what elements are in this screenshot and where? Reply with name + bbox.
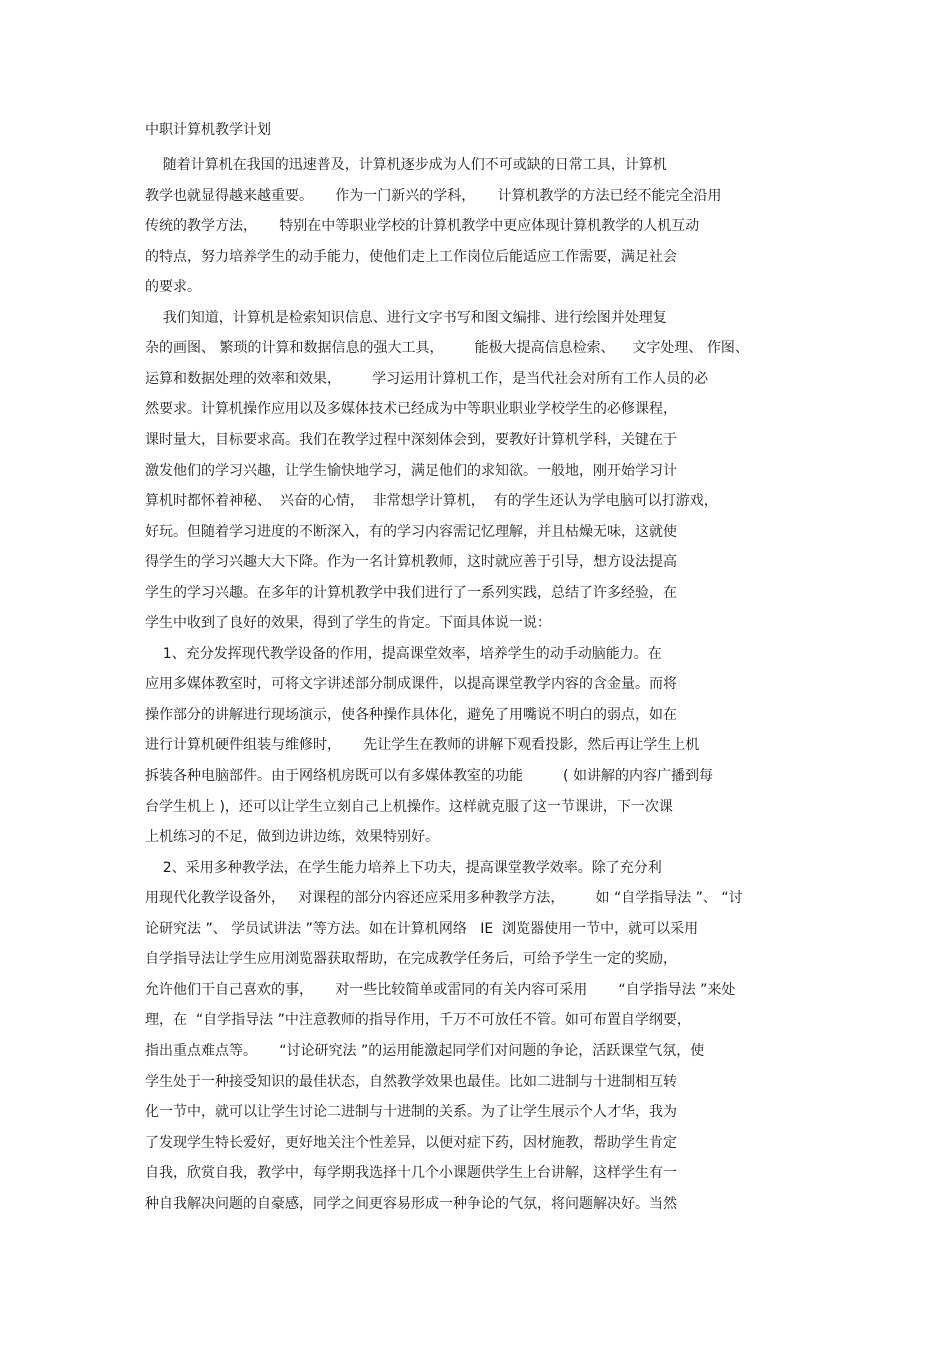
document-line: 得学生的学习兴趣大大下降。作为一名计算机教师，这时就应善于引导，想方设法提高 <box>145 554 677 570</box>
document-line: 应用多媒体教室时，可将文字讲述部分制成课件，以提高课堂教学内容的含金量。而将 <box>145 676 677 692</box>
document-line: 种自我解决问题的自豪感，同学之间更容易形成一种争论的气氛，将问题解决好。当然 <box>145 1196 677 1212</box>
document-line: 的特点，努力培养学生的动手能力，使他们走上工作岗位后能适应工作需要，满足社会 <box>145 249 677 265</box>
document-line: 运算和数据处理的效率和效果， 学习运用计算机工作，是当代社会对所有工作人员的必 <box>145 371 709 387</box>
document-line: 上机练习的不足，做到边讲边练，效果特别好。 <box>145 829 439 845</box>
document-line: 我们知道，计算机是检索知识信息、进行文字书写和图文编排、进行绘图并处理复 <box>145 310 667 326</box>
document-line: 1、充分发挥现代教学设备的作用，提高课堂效率，培养学生的动手动脑能力。在 <box>145 646 662 662</box>
document-line: 化一节中，就可以让学生讨论二进制与十进制的关系。为了让学生展示个人才华，我为 <box>145 1104 677 1120</box>
document-title: 中职计算机教学计划 <box>145 122 271 138</box>
document-line: 拆装各种电脑部件。由于网络机房既可以有多媒体教室的功能 ( 如讲解的内容广播到每 <box>145 768 713 784</box>
document-line: 理，在 “自学指导法 ”中注意教师的指导作用，千万不可放任不管。如可布置自学纲要， <box>145 1012 691 1028</box>
document-line: 激发他们的学习兴趣，让学生愉快地学习，满足他们的求知欲。一般地，刚开始学习计 <box>145 463 677 479</box>
document-line: 教学也就显得越来越重要。 作为一门新兴的学科， 计算机教学的方法已经不能完全沿用 <box>145 188 722 204</box>
document-line: 台学生机上 )，还可以让学生立刻自己上机操作。这样就克服了这一节课讲，下一次课 <box>145 799 673 815</box>
document-line: 允许他们干自己喜欢的事， 对一些比较简单或雷同的有关内容可采用 “自学指导法 ”来处 <box>145 982 736 998</box>
document-line: 随着计算机在我国的迅速普及，计算机逐步成为人们不可或缺的日常工具，计算机 <box>145 157 667 173</box>
document-line: 传统的教学方法， 特别在中等职业学校的计算机教学中更应体现计算机教学的人机互动 <box>145 218 700 234</box>
document-line: 然要求。计算机操作应用以及多媒体技术已经成为中等职业职业学校学生的必修课程， <box>145 401 677 417</box>
document-line: 学生中收到了良好的效果，得到了学生的肯定。下面具体说一说： <box>145 615 551 631</box>
document-line: 好玩。但随着学习进度的不断深入，有的学习内容需记忆理解，并且枯燥无味，这就使 <box>145 524 677 540</box>
document-line: 论研究法 ”、 学员试讲法 ”等方法。如在计算机网络 IE 浏览器使用一节中，就可以采用 <box>145 921 699 937</box>
document-line: 2、采用多种教学法，在学生能力培养上下功夫，提高课堂教学效率。除了充分利 <box>145 860 662 876</box>
document-line: 指出重点难点等。 “讨论研究法 ”的运用能激起同学们对问题的争论，活跃课堂气氛，使 <box>145 1043 705 1059</box>
document-line: 算机时都怀着神秘、 兴奋的心情， 非常想学计算机， 有的学生还认为学电脑可以打游戏， <box>145 493 718 509</box>
document-line: 进行计算机硬件组装与维修时， 先让学生在教师的讲解下观看投影，然后再让学生上机 <box>145 737 700 753</box>
document-line: 自学指导法让学生应用浏览器获取帮助，在完成教学任务后，可给予学生一定的奖励， <box>145 951 677 967</box>
document-line: 用现代化教学设备外， 对课程的部分内容还应采用多种教学方法， 如 “自学指导法 ”、 “讨 <box>145 890 743 906</box>
document-line: 课时量大，目标要求高。我们在教学过程中深刻体会到，要教好计算机学科，关键在于 <box>145 432 677 448</box>
document-line: 操作部分的讲解进行现场演示，使各种操作具体化，避免了用嘴说不明白的弱点，如在 <box>145 707 677 723</box>
document-line: 学生的学习兴趣。在多年的计算机教学中我们进行了一系列实践，总结了许多经验，在 <box>145 585 677 601</box>
document-line: 学生处于一种接受知识的最佳状态，自然教学效果也最佳。比如二进制与十进制相互转 <box>145 1074 677 1090</box>
document-line: 自我，欣赏自我，教学中，每学期我选择十几个小课题供学生上台讲解，这样学生有一 <box>145 1165 677 1181</box>
document-line: 的要求。 <box>145 279 201 295</box>
document-line: 杂的画图、 繁琐的计算和数据信息的强大工具， 能极大提高信息检索、 文字处理、 作图、 <box>145 340 749 356</box>
document-line: 了发现学生特长爱好，更好地关注个性差异，以便对症下药，因材施教，帮助学生肯定 <box>145 1135 677 1151</box>
